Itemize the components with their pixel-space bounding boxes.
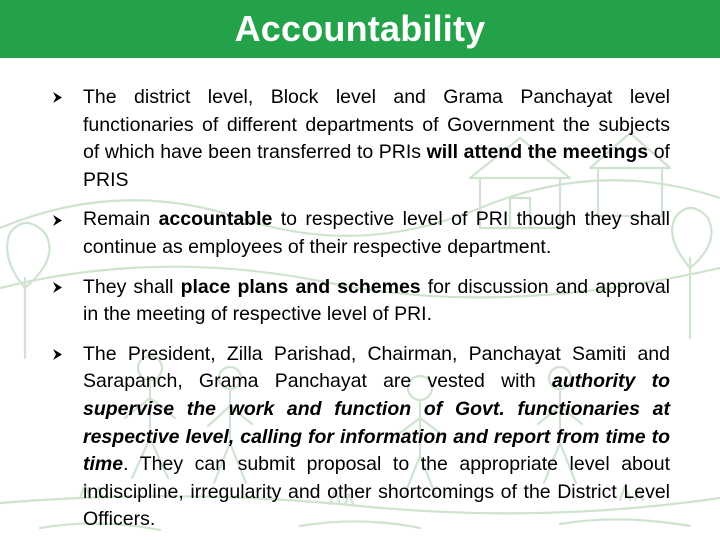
- bullet-item: [52, 206, 670, 261]
- arrow-bullet-icon: [52, 206, 66, 234]
- bullet-text-segment: Remain: [83, 208, 159, 231]
- bullet-text: [83, 343, 670, 531]
- bullet-text: [83, 86, 670, 191]
- arrow-bullet-icon: [52, 84, 66, 112]
- bullet-text-segment: to respective level of PRI though they shall continue as employees of their respective department.: [83, 208, 670, 258]
- bullet-item: [52, 274, 670, 329]
- arrow-bullet-icon: [52, 274, 66, 302]
- bullet-text-segment: will attend the meetings: [426, 141, 649, 164]
- bullet-text: [83, 208, 670, 258]
- bullet-text-segment: . They can submit proposal to the appropriate level about indiscipline, irregularity and other shortcomings of the District Level Officers.: [83, 453, 670, 531]
- bullet-item: [52, 341, 670, 534]
- bullet-text-segment: accountable: [158, 208, 273, 231]
- bullet-item: [52, 84, 670, 194]
- bullet-text-segment: of PRIS: [83, 141, 670, 191]
- slide-title: Accountability: [234, 8, 486, 49]
- bullet-text-segment: The President, Zilla Parishad, Chairman, Panchayat Samiti and Sarapanch, Grama Panchayat are vested with: [83, 342, 670, 393]
- bullet-list: [52, 84, 670, 534]
- arrow-bullet-icon: [52, 341, 66, 369]
- bullet-text-segment: The district level, Block level and Grama Panchayat level functionaries of different departments of Government the subjects of which have been transferred to PRIs: [83, 86, 670, 164]
- title-bar: [0, 0, 720, 58]
- bullet-text-segment: place plans and schemes: [180, 275, 421, 298]
- bullet-text-segment: They shall: [83, 275, 181, 298]
- bullet-text-segment: authority to supervise the work and function of Govt. functionaries at respective level, calling for information and report from time to time: [83, 370, 670, 476]
- bullet-text-segment: for discussion and approval in the meeting of respective level of PRI.: [83, 275, 670, 326]
- bullet-text: [83, 276, 670, 326]
